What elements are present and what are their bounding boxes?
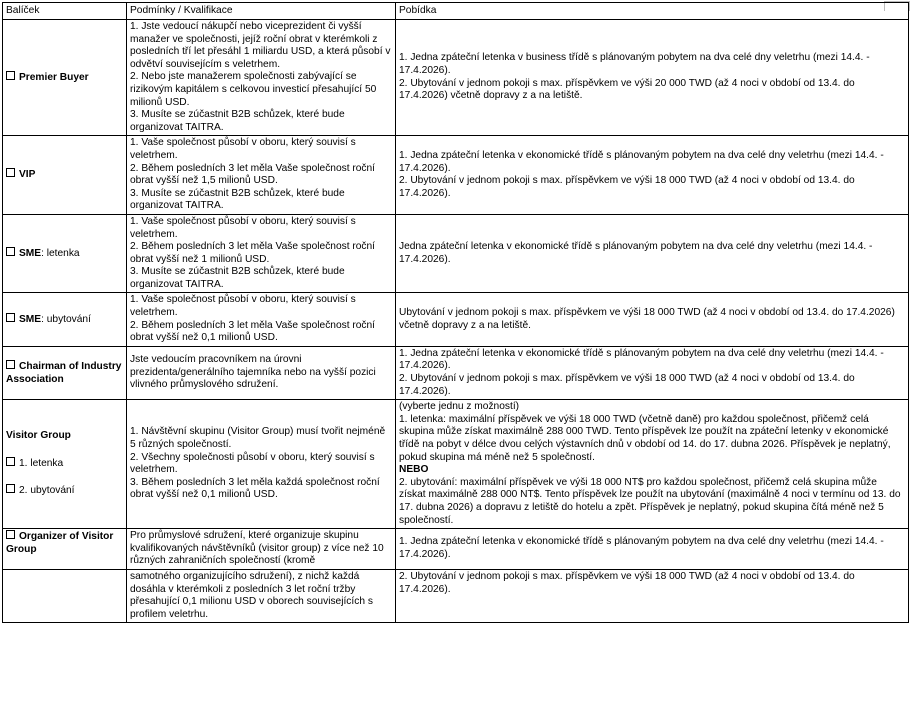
table-row-sme-hotel <box>3 293 909 346</box>
checkbox-icon[interactable] <box>6 360 15 369</box>
package-subtype: : letenka <box>41 247 80 259</box>
checkbox-icon[interactable] <box>6 247 15 256</box>
conditions-cell <box>127 529 396 570</box>
condition-item: 2. Nebo jste manažerem společnosti zabývající se rizikovým kapitálem s celkovou investicí přesahující 50 milionů USD. <box>130 71 377 108</box>
header-row <box>3 3 909 20</box>
condition-item: 3. Musíte se zúčastnit B2B schůzek, které bude organizovat TAITRA. <box>130 266 345 290</box>
incentive-item: Ubytování v jednom pokoji s max. příspěvkem ve výši 18 000 TWD (až 4 noci v období od 13.4. do 17.4.2026) včetně dopravy z a na letiště. <box>399 307 895 331</box>
header-conditions: Podmínky / Kvalifikace <box>127 3 396 20</box>
condition-item: Pro průmyslové sdružení, které organizuje skupinu kvalifikovaných návštěvníků (visitor group) z více než 10 různých zahraničních společností (kromě <box>130 530 384 567</box>
package-name: Chairman of Industry Association <box>6 360 122 385</box>
incentive-cell <box>396 293 909 346</box>
incentive-cell <box>396 529 909 570</box>
condition-item: Jste vedoucím pracovníkem na úrovni prezidenta/generálního tajemníka nebo na vyšší pozici vlivného průmyslového sdružení. <box>130 354 376 391</box>
table-row-premier-buyer <box>3 20 909 136</box>
checkbox-icon[interactable] <box>6 313 15 322</box>
incentive-or: NEBO <box>399 464 429 476</box>
incentive-intro: (vyberte jednu z možností) <box>399 401 520 413</box>
package-name: VIP <box>19 169 36 181</box>
condition-item: 3. Musíte se zúčastnit B2B schůzek, které bude organizovat TAITRA. <box>130 109 345 133</box>
incentive-item: 2. Ubytování v jednom pokoji s max. příspěvkem ve výši 18 000 TWD (až 4 noci v období od 13.4. do 17.4.2026). <box>399 570 855 595</box>
package-name: Visitor Group <box>6 430 71 442</box>
condition-item: 1. Návštěvní skupinu (Visitor Group) musí tvořit nejméně 5 různých společností. <box>130 426 386 450</box>
package-name: Premier Buyer <box>19 71 89 83</box>
table-row-vip <box>3 136 909 215</box>
incentive-item: Jedna zpáteční letenka v ekonomické třídě s plánovaným pobytem na dva celé dny veletrhu (mezi 14.4. - 17.4.2026). <box>399 241 873 265</box>
conditions-cell <box>127 400 396 529</box>
table-row-chairman <box>3 346 909 399</box>
condition-item: 3. Během posledních 3 let měla každá společnost roční obrat vyšší než 0,1 milionů USD. <box>130 476 380 501</box>
package-cell <box>3 293 127 346</box>
checkbox-icon[interactable] <box>6 168 15 177</box>
package-cell <box>3 20 127 136</box>
header-package: Balíček <box>3 3 127 20</box>
package-name: SME <box>19 313 42 325</box>
condition-item: 1. Jste vedoucí nákupčí nebo viceprezident či vyšší manažer ve společnosti, jejíž roční obrat v kterémkoli z posledních tří let přesáhl 1 miliardu USD, a která působí v odvětví souvisejícím s veletrhem. <box>130 21 391 70</box>
table-row-sme-flight <box>3 214 909 293</box>
condition-item: samotného organizujícího sdružení), z nichž každá dosáhla v kterémkoli z posledních 3 let roční tržby přesahující 0,1 milionu USD v oborech souvisejících s profilem veletrhu. <box>130 570 373 620</box>
conditions-cell <box>127 569 396 622</box>
checkbox-icon[interactable] <box>6 71 15 80</box>
package-cell <box>3 136 127 215</box>
table-row-organizer-cont <box>3 569 909 622</box>
conditions-cell <box>127 214 396 293</box>
conditions-cell <box>127 293 396 346</box>
checkbox-icon[interactable] <box>6 484 15 493</box>
condition-item: 2. Všechny společnosti působí v oboru, který souvisí s veletrhem. <box>130 451 375 476</box>
incentive-item: 1. letenka: maximální příspěvek ve výši 18 000 TWD (včetně daně) pro každou společnost, přičemž celá skupina může získat maximálně 288 000 TWD. Tento příspěvek lze použít na zpáteční letenky v ekonomické třídě na pobyt v délce dvou celých výstavních dnů v období od 14. do 17. dubna 2026. Příspěvek je neplatný, pokud skupina má méně než 5 společností. <box>399 413 891 463</box>
incentive-cell <box>396 400 909 529</box>
checkbox-icon[interactable] <box>6 530 15 539</box>
incentive-item: 2. Ubytování v jednom pokoji s max. příspěvkem ve výši 20 000 TWD (až 4 noci v období od 13.4. do 17.4.2026) včetně dopravy z a na letiště. <box>399 77 855 102</box>
condition-item: 1. Vaše společnost působí v oboru, který souvisí s veletrhem. <box>130 294 356 319</box>
package-cell <box>3 400 127 529</box>
condition-item: 2. Během posledních 3 let měla Vaše společnost roční obrat vyšší než 1 milionů USD. <box>130 241 376 265</box>
option-flight: 1. letenka <box>19 457 64 469</box>
incentive-cell <box>396 20 909 136</box>
condition-item: 2. Během posledních 3 let měla Vaše společnost roční obrat vyšší než 0,1 milionů USD. <box>130 319 376 344</box>
conditions-cell <box>127 20 396 136</box>
incentive-cell <box>396 569 909 622</box>
package-cell <box>3 346 127 399</box>
condition-item: 1. Vaše společnost působí v oboru, který souvisí s veletrhem. <box>130 215 356 240</box>
incentive-item: 1. Jedna zpáteční letenka v ekonomické třídě s plánovaným pobytem na dva celé dny veletrhu (mezi 14.4. - 17.4.2026). <box>399 347 884 372</box>
incentive-item: 1. Jedna zpáteční letenka v ekonomické třídě s plánovaným pobytem na dva celé dny veletrhu (mezi 14.4. - 17.4.2026). <box>399 536 884 561</box>
checkbox-icon[interactable] <box>6 457 15 466</box>
incentive-item: 2. ubytování: maximální příspěvek ve výši 18 000 NT$ pro každou společnost, přičemž celá skupina může získat maximálně 288 000 NT$. Tento příspěvek lze použít na ubytování (maximálně 4 noci v termínu od 13. do 17. dubna 2026) a dopravu z letiště do hotelu a zpět. Příspěvek je neplatný, pokud skupina čítá méně než 5 společností. <box>399 476 901 526</box>
condition-item: 1. Vaše společnost působí v oboru, který souvisí s veletrhem. <box>130 137 356 161</box>
incentive-cell <box>396 136 909 215</box>
table-row-visitor-group <box>3 400 909 529</box>
package-cell <box>3 214 127 293</box>
package-name: Organizer of Visitor Group <box>6 531 114 555</box>
incentive-table <box>2 2 909 623</box>
package-cell-empty <box>3 569 127 622</box>
condition-item: 2. Během posledních 3 let měla Vaše společnost roční obrat vyšší než 1,5 milionů USD. <box>130 162 376 187</box>
package-name: SME <box>19 247 42 259</box>
incentive-item: 2. Ubytování v jednom pokoji s max. příspěvkem ve výši 18 000 TWD (až 4 noci v období od 13.4. do 17.4.2026). <box>399 373 855 397</box>
package-cell <box>3 529 127 570</box>
conditions-cell <box>127 136 396 215</box>
option-hotel: 2. ubytování <box>19 485 75 497</box>
incentive-cell <box>396 346 909 399</box>
condition-item: 3. Musíte se zúčastnit B2B schůzek, které bude organizovat TAITRA. <box>130 187 345 212</box>
package-subtype: : ubytování <box>41 313 91 325</box>
incentive-cell <box>396 214 909 293</box>
header-incentive: Pobídka <box>396 3 909 20</box>
incentive-item: 2. Ubytování v jednom pokoji s max. příspěvkem ve výši 18 000 TWD (až 4 noci v období od 13.4. do 17.4.2026). <box>399 175 855 199</box>
incentive-item: 1. Jedna zpáteční letenka v business třídě s plánovaným pobytem na dva celé dny veletrhu (mezi 14.4. - 17.4.2026). <box>399 52 870 77</box>
table-row-organizer <box>3 529 909 570</box>
conditions-cell <box>127 346 396 399</box>
incentive-item: 1. Jedna zpáteční letenka v ekonomické třídě s plánovaným pobytem na dva celé dny veletrhu (mezi 14.4. - 17.4.2026). <box>399 149 884 174</box>
